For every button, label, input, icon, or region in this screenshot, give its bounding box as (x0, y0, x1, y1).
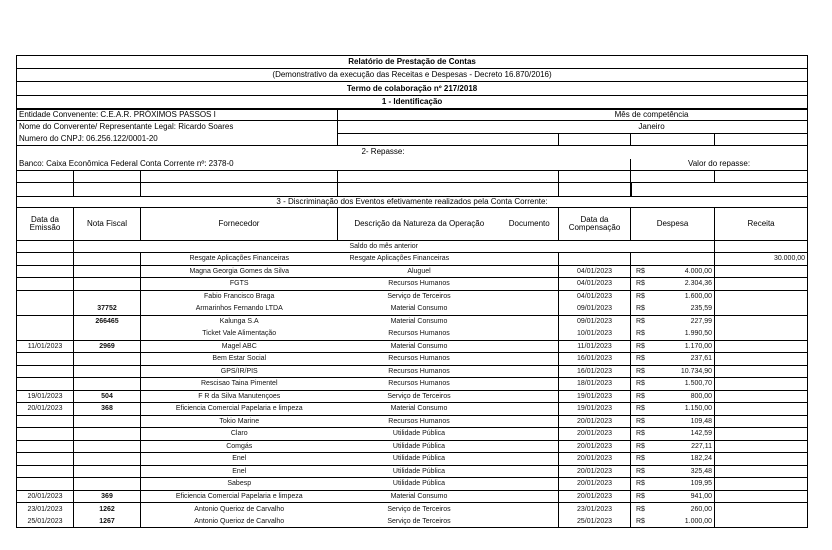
cell-descricao: Material Consumo (338, 340, 501, 353)
cell-fornecedor: GPS/IR/PIS (141, 365, 338, 378)
section-repasse: 2- Repasse: (17, 146, 808, 159)
cell-data-compensacao: 18/01/2023 (559, 378, 631, 391)
cell-descricao: Serviço de Terceiros (387, 293, 451, 300)
blank-cell (17, 183, 74, 197)
cell-data-compensacao: 09/01/2023 (559, 315, 631, 328)
cell-despesa (631, 353, 715, 366)
table-row (17, 378, 808, 391)
cell-data-compensacao: 23/01/2023 (559, 503, 631, 516)
blank-cell (17, 171, 74, 183)
blank-cell (141, 171, 338, 183)
cell-despesa (631, 253, 715, 266)
cell-descricao: Utilidade Pública (338, 428, 501, 441)
cell-receita (715, 303, 808, 316)
cell-documento (501, 378, 559, 391)
table-row (17, 453, 808, 466)
cell-data-compensacao: 16/01/2023 (559, 365, 631, 378)
cell-data-emissao (17, 353, 74, 366)
cell-documento (501, 365, 559, 378)
table-row (17, 328, 808, 341)
report-subtitle: (Demonstrativo da execução das Receitas e Despesas - Decreto 16.870/2016) (17, 69, 808, 82)
cnpj-blank-cell (559, 134, 631, 146)
currency-symbol: R$ (636, 305, 645, 312)
cell-despesa (631, 328, 715, 341)
despesa-amount: 1.990,50 (684, 330, 712, 337)
table-row (17, 290, 808, 303)
cell-descricao: Material Consumo (338, 303, 501, 316)
cell-documento (501, 353, 559, 366)
currency-symbol: R$ (636, 392, 645, 400)
currency-symbol: R$ (636, 367, 645, 375)
cell-fornecedor: Eficiencia Comercial Papelaria e limpeza (141, 490, 338, 503)
cell-receita (715, 278, 808, 291)
table-row (17, 403, 808, 416)
cell-receita (715, 340, 808, 353)
cell-nota-fiscal: 369 (74, 490, 141, 503)
cell-data-emissao: 20/01/2023 (17, 490, 74, 503)
despesa-amount: 235,59 (690, 305, 712, 312)
cell-descricao: Serviço de Terceiros (387, 505, 451, 513)
cell-fornecedor: Bem Estar Social (141, 353, 338, 366)
termo-colaboracao: Termo de colaboração nº 217/2018 (17, 82, 808, 96)
cell-receita (715, 365, 808, 378)
report-title: Relatório de Prestação de Contas (17, 56, 808, 69)
cell-data-emissao (17, 453, 74, 466)
blank-cell (74, 171, 141, 183)
blank-cell (17, 241, 74, 253)
cell-data-compensacao: 04/01/2023 (559, 265, 631, 278)
cell-documento (501, 465, 559, 478)
cell-documento (501, 390, 559, 403)
despesa-amount: 10.734,90 (680, 367, 712, 375)
cell-descricao: Recursos Humanos (338, 365, 501, 378)
cell-descricao: Utilidade Pública (338, 478, 501, 491)
currency-symbol: R$ (636, 318, 645, 325)
cell-descricao: Serviço de Terceiros (338, 390, 501, 403)
despesa-amount: 941,00 (690, 492, 712, 500)
prestacao-contas-sheet (16, 55, 808, 528)
cell-fornecedor: Magna Georgia Gomes da Silva (141, 265, 338, 278)
entidade-convenente: Entidade Convenente: C.E.A.R. PRÓXIMOS PASSOS I (17, 109, 338, 121)
cell-data-emissao (17, 365, 74, 378)
cell-data-emissao (17, 440, 74, 453)
cell-nota-fiscal (74, 365, 141, 378)
cnpj-blank-cell (338, 134, 559, 146)
cell-documento (501, 265, 559, 278)
cell-despesa (631, 315, 715, 328)
table-row (17, 428, 808, 441)
currency-symbol: R$ (636, 430, 645, 438)
col-header-fornecedor: Fornecedor (141, 208, 338, 241)
cell-fornecedor: Antonio Querioz de Carvalho (141, 503, 338, 516)
despesa-amount: 1.600,00 (684, 293, 712, 300)
cell-descricao: Serviço de Terceiros (338, 515, 501, 528)
cell-data-emissao (17, 465, 74, 478)
blank-cell (631, 171, 715, 183)
despesa-amount: 260,00 (690, 505, 712, 513)
cell-documento (501, 453, 559, 466)
cell-despesa (631, 378, 715, 391)
saldo-value (715, 241, 808, 253)
cell-fornecedor: Kalunga S.A (141, 315, 338, 328)
blank-cell (559, 183, 631, 197)
cell-despesa (631, 303, 715, 316)
despesa-amount: 800,00 (690, 392, 712, 400)
cell-receita: 30.000,00 (715, 253, 808, 266)
cell-nota-fiscal (74, 478, 141, 491)
cell-receita (715, 328, 808, 341)
cell-descricao: Material Consumo (338, 403, 501, 416)
cell-receita (715, 478, 808, 491)
blank-cell (338, 171, 559, 183)
despesa-amount: 237,61 (690, 355, 712, 363)
cell-despesa (631, 503, 715, 516)
cell-documento (501, 515, 559, 528)
blank-cell (141, 183, 338, 197)
cell-data-compensacao: 20/01/2023 (559, 428, 631, 441)
cell-nota-fiscal: 368 (74, 403, 141, 416)
cell-descricao: Recursos Humanos (338, 353, 501, 366)
table-row (17, 503, 808, 516)
cell-nota-fiscal (74, 378, 141, 391)
cell-receita (715, 265, 808, 278)
cell-despesa (631, 453, 715, 466)
currency-symbol: R$ (636, 293, 645, 300)
currency-symbol: R$ (636, 417, 645, 425)
cell-data-emissao (17, 378, 74, 391)
despesa-amount: 2.304,36 (684, 280, 712, 288)
cell-despesa (631, 365, 715, 378)
cnpj-blank-cell (715, 134, 808, 146)
cell-documento (501, 428, 559, 441)
cell-documento (501, 315, 559, 328)
table-row (17, 478, 808, 491)
cell-data-emissao: 20/01/2023 (17, 403, 74, 416)
cell-receita (715, 390, 808, 403)
cell-fornecedor: Rescisao Taina Pimentel (141, 378, 338, 391)
saldo-mes-anterior: Saldo do mês anterior (338, 241, 715, 253)
section-identificacao: 1 - Identificação (17, 96, 808, 109)
cell-descricao: Recursos Humanos (338, 415, 501, 428)
cell-nota-fiscal (74, 453, 141, 466)
cell-nota-fiscal: 1262 (74, 503, 141, 516)
cell-nota-fiscal: 504 (74, 390, 141, 403)
cell-despesa (631, 340, 715, 353)
table-row (17, 465, 808, 478)
currency-symbol: R$ (636, 480, 645, 488)
cell-data-compensacao: 20/01/2023 (559, 440, 631, 453)
despesa-amount: 227,99 (690, 318, 712, 325)
cell-fornecedor: Ticket Vale Alimentação (141, 328, 338, 341)
cell-fornecedor: Antonio Querioz de Carvalho (141, 515, 338, 528)
table-row (17, 490, 808, 503)
despesa-amount: 142,59 (690, 430, 712, 438)
valor-repasse-label: Valor do repasse: (631, 159, 808, 171)
cell-data-emissao (17, 290, 74, 303)
blank-cell (715, 171, 808, 183)
cell-data-compensacao: 09/01/2023 (559, 303, 631, 316)
cell-despesa (631, 490, 715, 503)
cell-data-compensacao: 20/01/2023 (559, 415, 631, 428)
cell-documento (501, 290, 559, 303)
table-row (17, 315, 808, 328)
cell-despesa (631, 515, 715, 528)
cell-data-compensacao (559, 253, 631, 266)
cell-data-compensacao: 04/01/2023 (559, 290, 631, 303)
cell-documento (501, 340, 559, 353)
cell-receita (715, 465, 808, 478)
table-row (17, 365, 808, 378)
mes-competencia-value: Janeiro (338, 121, 808, 134)
cell-documento (501, 278, 559, 291)
cell-nota-fiscal (74, 290, 141, 303)
cell-data-emissao (17, 315, 74, 328)
cell-data-compensacao: 20/01/2023 (559, 490, 631, 503)
cell-descricao: Material Consumo (338, 490, 501, 503)
col-header-despesa: Despesa (631, 208, 715, 241)
currency-symbol: R$ (636, 355, 645, 363)
cnpj: Numero do CNPJ: 06.256.122/0001-20 (17, 134, 338, 146)
col-header-emissao: Data da Emissão (17, 208, 74, 241)
cell-receita (715, 453, 808, 466)
cell-documento (501, 503, 559, 516)
representante-legal: Nome do Converente/ Representante Legal: Ricardo Soares (17, 121, 338, 134)
table-row (17, 440, 808, 453)
cell-data-compensacao: 16/01/2023 (559, 353, 631, 366)
blank-cell (338, 183, 559, 197)
cell-data-compensacao: 20/01/2023 (559, 478, 631, 491)
cell-documento (501, 328, 559, 341)
cell-nota-fiscal (74, 428, 141, 441)
cell-descricao: Utilidade Pública (338, 453, 501, 466)
table-row (17, 253, 808, 266)
cell-fornecedor: Fabio Francisco Braga (141, 290, 338, 303)
cell-despesa (631, 390, 715, 403)
cell-despesa (631, 403, 715, 416)
despesa-amount: 1.170,00 (684, 342, 712, 350)
cell-receita (715, 428, 808, 441)
currency-symbol: R$ (636, 455, 645, 463)
currency-symbol: R$ (636, 505, 645, 513)
table-row (17, 340, 808, 353)
cell-fornecedor: Enel (141, 453, 338, 466)
mes-competencia-label: Mês de competência (338, 109, 808, 121)
despesa-amount: 325,48 (690, 467, 712, 475)
col-header-descricao: Descrição da Natureza da Operação (338, 208, 501, 241)
blank-cell (74, 183, 141, 197)
col-header-nota-fiscal: Nota Fiscal (74, 208, 141, 241)
cell-data-emissao (17, 415, 74, 428)
cell-data-emissao: 25/01/2023 (17, 515, 74, 528)
despesa-amount: 1.500,70 (684, 380, 712, 388)
table-row (17, 278, 808, 291)
cell-nota-fiscal (74, 265, 141, 278)
cell-data-emissao (17, 265, 74, 278)
currency-symbol: R$ (636, 380, 645, 388)
despesa-amount: 1.150,00 (684, 405, 712, 413)
cell-documento (501, 440, 559, 453)
cell-receita (715, 503, 808, 516)
cell-nota-fiscal (74, 278, 141, 291)
cell-receita (715, 515, 808, 528)
table-row (17, 265, 808, 278)
cell-descricao: Utilidade Pública (338, 440, 501, 453)
cell-receita (715, 353, 808, 366)
table-row (17, 415, 808, 428)
cell-nota-fiscal (74, 353, 141, 366)
currency-symbol: R$ (636, 492, 645, 500)
cell-data-emissao: 19/01/2023 (17, 390, 74, 403)
cell-nota-fiscal: 1267 (74, 515, 141, 528)
cell-data-compensacao: 25/01/2023 (559, 515, 631, 528)
despesa-amount: 109,48 (690, 417, 712, 425)
banco-conta: Banco: Caixa Econômica Federal Conta Corrente nº: 2378-0 (17, 159, 631, 171)
despesa-amount: 4.000,00 (684, 267, 712, 275)
currency-symbol: R$ (636, 467, 645, 475)
cell-nota-fiscal: 2969 (74, 340, 141, 353)
despesa-amount: 1.000,00 (684, 517, 712, 525)
table-row (17, 303, 808, 316)
blank-cell (631, 183, 808, 197)
cell-descricao: Recursos Humanos (338, 278, 501, 291)
table-row (17, 353, 808, 366)
cell-receita (715, 403, 808, 416)
blank-cell (559, 171, 631, 183)
currency-symbol: R$ (636, 342, 645, 350)
cell-documento (501, 253, 559, 266)
cnpj-blank-cell (631, 134, 715, 146)
despesa-amount: 182,24 (690, 455, 712, 463)
cell-data-emissao (17, 303, 74, 316)
cell-despesa (631, 290, 715, 303)
cell-fornecedor: Armarinhos Fernando LTDA (141, 303, 338, 316)
cell-despesa (631, 440, 715, 453)
cell-fornecedor: FGTS (141, 278, 338, 291)
cell-fornecedor: Sabesp (141, 478, 338, 491)
cell-documento (501, 490, 559, 503)
col-header-compensacao: Data da Compensação (559, 208, 631, 241)
currency-symbol: R$ (636, 280, 645, 288)
cell-data-compensacao: 11/01/2023 (559, 340, 631, 353)
section-discriminacao: 3 - Discriminação dos Eventos efetivamente realizados pela Conta Corrente: (17, 197, 808, 208)
table-row (17, 390, 808, 403)
cell-documento (501, 415, 559, 428)
currency-symbol: R$ (636, 405, 645, 413)
cell-descricao: Material Consumo (390, 318, 448, 325)
cell-data-compensacao: 20/01/2023 (559, 453, 631, 466)
cell-nota-fiscal (74, 253, 141, 266)
cell-fornecedor: Resgate Aplicações Financeiras (141, 253, 338, 266)
cell-data-compensacao: 19/01/2023 (559, 390, 631, 403)
cell-data-emissao (17, 253, 74, 266)
cell-despesa (631, 478, 715, 491)
cell-data-compensacao: 04/01/2023 (559, 278, 631, 291)
cell-nota-fiscal (74, 328, 141, 341)
cell-receita (715, 290, 808, 303)
cell-despesa (631, 465, 715, 478)
cell-documento (501, 303, 559, 316)
currency-symbol: R$ (636, 267, 645, 275)
cell-descricao: Resgate Aplicações Financeiras (338, 253, 501, 266)
cell-despesa (631, 415, 715, 428)
cell-despesa (631, 428, 715, 441)
currency-symbol: R$ (636, 330, 645, 337)
cell-data-compensacao: 10/01/2023 (559, 328, 631, 341)
cell-fornecedor: Comgás (141, 440, 338, 453)
cell-fornecedor: Tokio Marine (141, 415, 338, 428)
despesa-amount: 109,95 (690, 480, 712, 488)
cell-nota-fiscal: 266465 (74, 315, 141, 328)
currency-symbol: R$ (636, 517, 645, 525)
cell-descricao: Recursos Humanos (338, 378, 501, 391)
cell-receita (715, 315, 808, 328)
cell-descricao: Utilidade Pública (338, 465, 501, 478)
cell-documento (501, 478, 559, 491)
cell-nota-fiscal (74, 465, 141, 478)
cell-fornecedor: Claro (141, 428, 338, 441)
cell-data-emissao (17, 428, 74, 441)
table-row (17, 515, 808, 528)
cell-nota-fiscal: 37752 (74, 303, 141, 316)
cell-documento (501, 403, 559, 416)
col-header-documento: Documento (501, 208, 559, 241)
cell-receita (715, 440, 808, 453)
despesa-amount: 227,11 (691, 442, 712, 450)
cell-despesa (631, 278, 715, 291)
cell-descricao: Recursos Humanos (338, 328, 501, 341)
cell-data-compensacao: 20/01/2023 (559, 465, 631, 478)
cell-data-emissao: 23/01/2023 (17, 503, 74, 516)
cell-fornecedor: Eficiencia Comercial Papelaria e limpeza (141, 403, 338, 416)
cell-nota-fiscal (74, 415, 141, 428)
cell-data-emissao (17, 478, 74, 491)
col-header-receita: Receita (715, 208, 808, 241)
cell-receita (715, 378, 808, 391)
cell-fornecedor: Magel ABC (141, 340, 338, 353)
cell-receita (715, 415, 808, 428)
cell-data-emissao (17, 328, 74, 341)
cell-receita (715, 490, 808, 503)
cell-despesa (631, 265, 715, 278)
cell-data-emissao: 11/01/2023 (17, 340, 74, 353)
cell-nota-fiscal (74, 440, 141, 453)
cell-descricao: Aluguel (338, 265, 501, 278)
cell-fornecedor: Enel (141, 465, 338, 478)
cell-data-emissao (17, 278, 74, 291)
blank-cell (74, 241, 338, 253)
cell-fornecedor: F R da Silva Manutençoes (141, 390, 338, 403)
cell-data-compensacao: 19/01/2023 (559, 403, 631, 416)
currency-symbol: R$ (636, 442, 645, 450)
